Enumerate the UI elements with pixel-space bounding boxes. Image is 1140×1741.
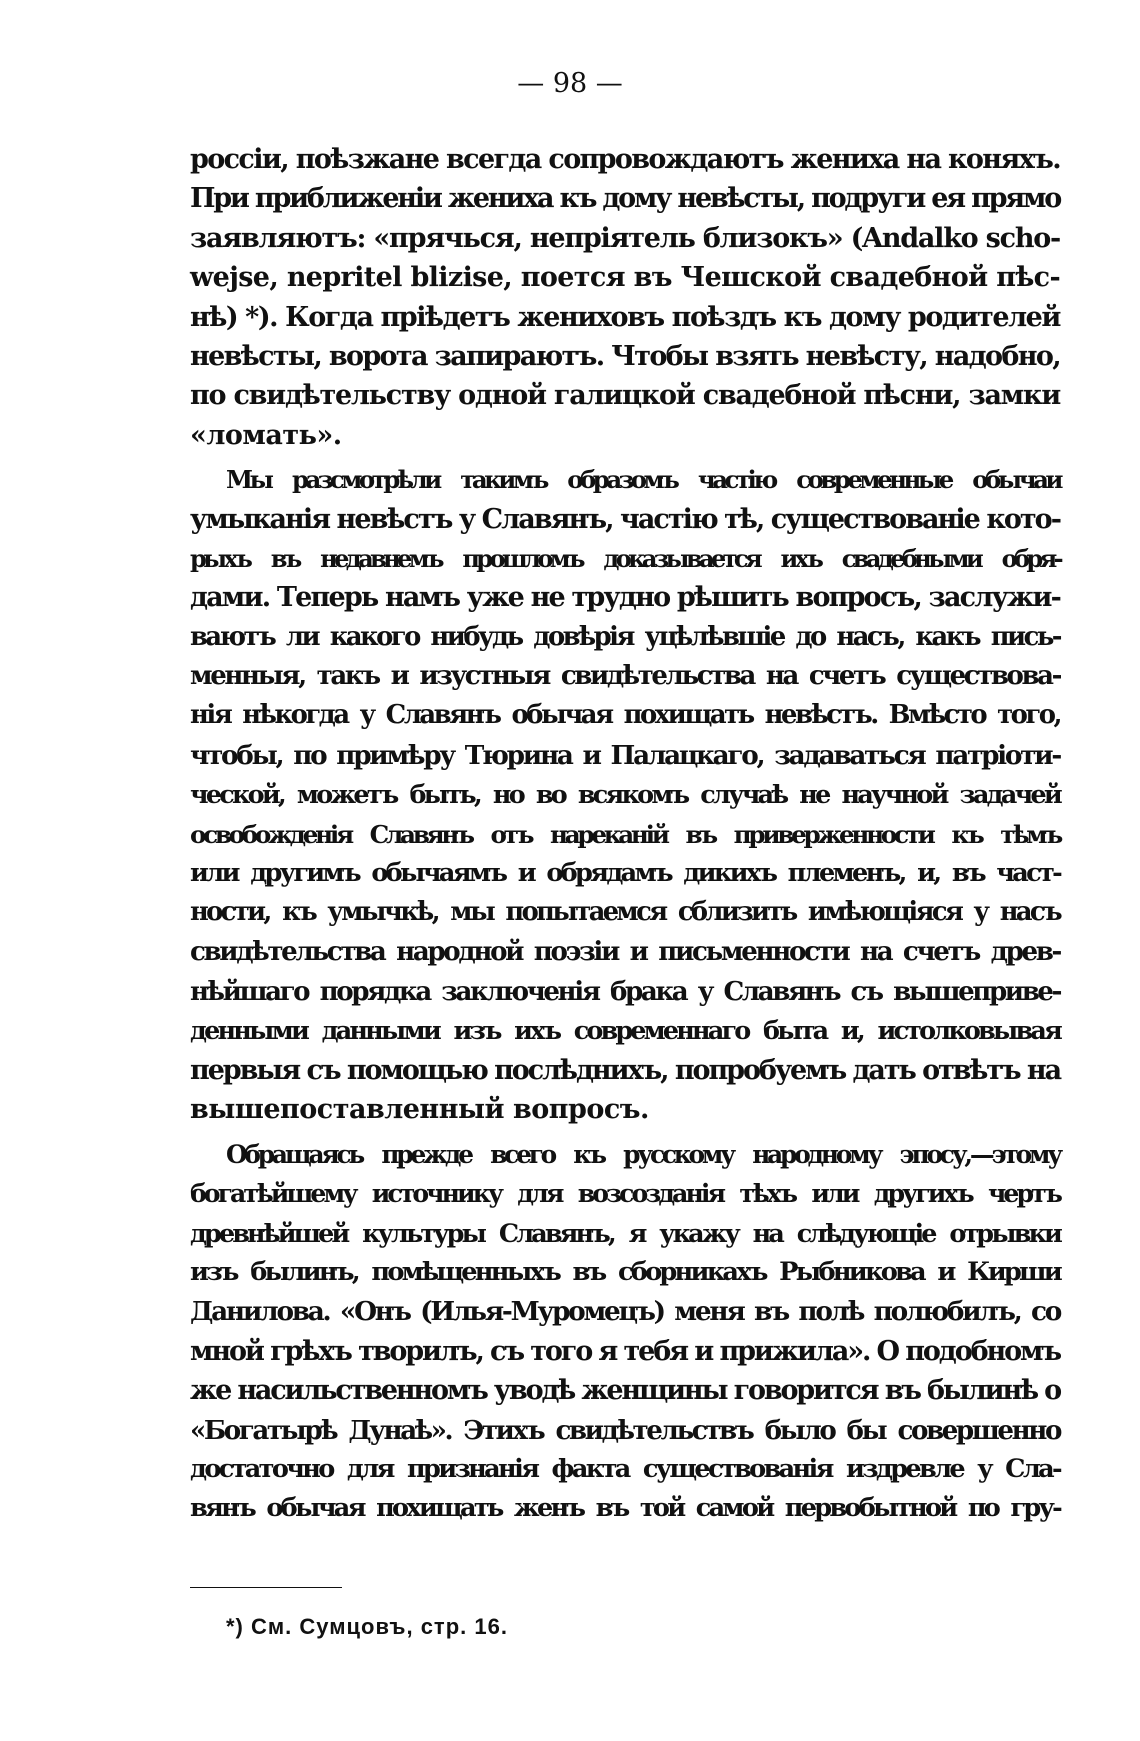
text-line: Обращаясь прежде всего къ русскому народному эпосу,—этому	[226, 1139, 1060, 1169]
text-line: менныя, такъ и изустныя свидѣтельства на счетъ существова-	[190, 661, 1060, 692]
text-line: Мы разсмотрѣли такимъ образомъ частію современные обычаи	[226, 465, 1060, 495]
text-line: же насильственномъ уводѣ женщины говорится въ былинѣ о	[190, 1375, 1060, 1407]
text-line: ческой, можетъ быть, но во всякомъ случаѣ не научной задачей	[190, 779, 1060, 810]
text-line: вышепоставленный вопросъ.	[190, 1094, 649, 1126]
text-line: «ломать».	[190, 419, 342, 451]
text-line: «Богатырѣ Дунаѣ». Этихъ свидѣтельствъ было бы совершенно	[190, 1414, 1060, 1446]
text-line: освобожденія Славянъ отъ нареканій въ приверженности къ тѣмъ	[190, 819, 1060, 849]
body-text	[190, 140, 1060, 1529]
text-line: нія нѣкогда у Славянъ обычая похищать невѣстъ. Вмѣсто того,	[190, 700, 1060, 731]
text-line: россіи, поѣзжане всегда сопровождаютъ жениха на коняхъ.	[190, 144, 1060, 175]
text-line: ваютъ ли какого нибудь довѣрія уцѣлѣвшіе до насъ, какъ пись-	[190, 621, 1060, 652]
text-line: рыхъ въ недавнемъ прошломъ доказывается ихъ свадебными обря-	[190, 543, 1060, 573]
text-line: чтобы, по примѣру Тюрина и Палацкаго, задаваться патріоти-	[190, 739, 1060, 771]
text-line: богатѣйшему источнику для возсозданія тѣхъ или другихъ чертъ	[190, 1178, 1060, 1209]
text-line: нѣйшаго порядка заключенія брака у Славянъ съ вышеприве-	[190, 976, 1060, 1008]
text-line: изъ былинъ, помѣщенныхъ въ сборникахъ Рыбникова и Кирши	[190, 1256, 1060, 1287]
paragraph	[190, 140, 1060, 455]
footnote: *) См. Сумцовъ, стр. 16.	[226, 1614, 508, 1639]
text-line: по свидѣтельству одной галицкой свадебной пѣсни, замки	[190, 380, 1060, 412]
text-line: свидѣтельства народной поэзіи и письменности на счетъ древ-	[190, 936, 1060, 967]
text-line: Данилова. «Онъ (Илья-Муромецъ) меня въ полѣ полюбилъ, со	[190, 1296, 1060, 1328]
text-line: ности, къ умычкѣ, мы попытаемся сблизить имѣющіяся у насъ	[190, 897, 1060, 928]
paragraph	[190, 460, 1060, 1130]
paragraph	[190, 1135, 1060, 1529]
text-line: мной грѣхъ творилъ, съ того я тебя и прижила». О подобномъ	[190, 1335, 1060, 1367]
text-line: древнѣйшей культуры Славянъ, я укажу на слѣдующіе отрывки	[190, 1217, 1060, 1248]
text-line: первыя съ помощью послѣднихъ, попробуемъ дать отвѣтъ на	[190, 1054, 1060, 1086]
text-line: невѣсты, ворота запираютъ. Чтобы взять невѣсту, надобно,	[190, 340, 1060, 372]
text-line: достаточно для признанія факта существованія издревле у Сла-	[190, 1453, 1060, 1484]
text-line: умыканія невѣстъ у Славянъ, частію тѣ, существованіе кото-	[190, 503, 1060, 535]
page-number: — 98 —	[517, 68, 623, 99]
text-line: вянъ обычая похищать женъ въ той самой первобытной по гру-	[190, 1493, 1060, 1524]
text-line: wejse, nepritel blizise, поется въ Чешской свадебной пѣс-	[190, 262, 1061, 294]
text-line: заявляютъ: «прячься, непріятель близокъ» (Andalko scho-	[190, 222, 1060, 254]
text-line: При приближеніи жениха къ дому невѣсты, подруги ея прямо	[190, 183, 1060, 215]
footnote-divider	[190, 1587, 342, 1588]
text-line: или другимъ обычаямъ и обрядамъ дикихъ племенъ, и, въ част-	[190, 858, 1060, 889]
text-line: нѣ) *). Когда пріѣдетъ жениховъ поѣздъ къ дому родителей	[190, 301, 1060, 333]
text-line: дами. Теперь намъ уже не трудно рѣшить вопросъ, заслужи-	[190, 582, 1060, 614]
text-line: денными данными изъ ихъ современнаго быта и, истолковывая	[190, 1015, 1060, 1046]
